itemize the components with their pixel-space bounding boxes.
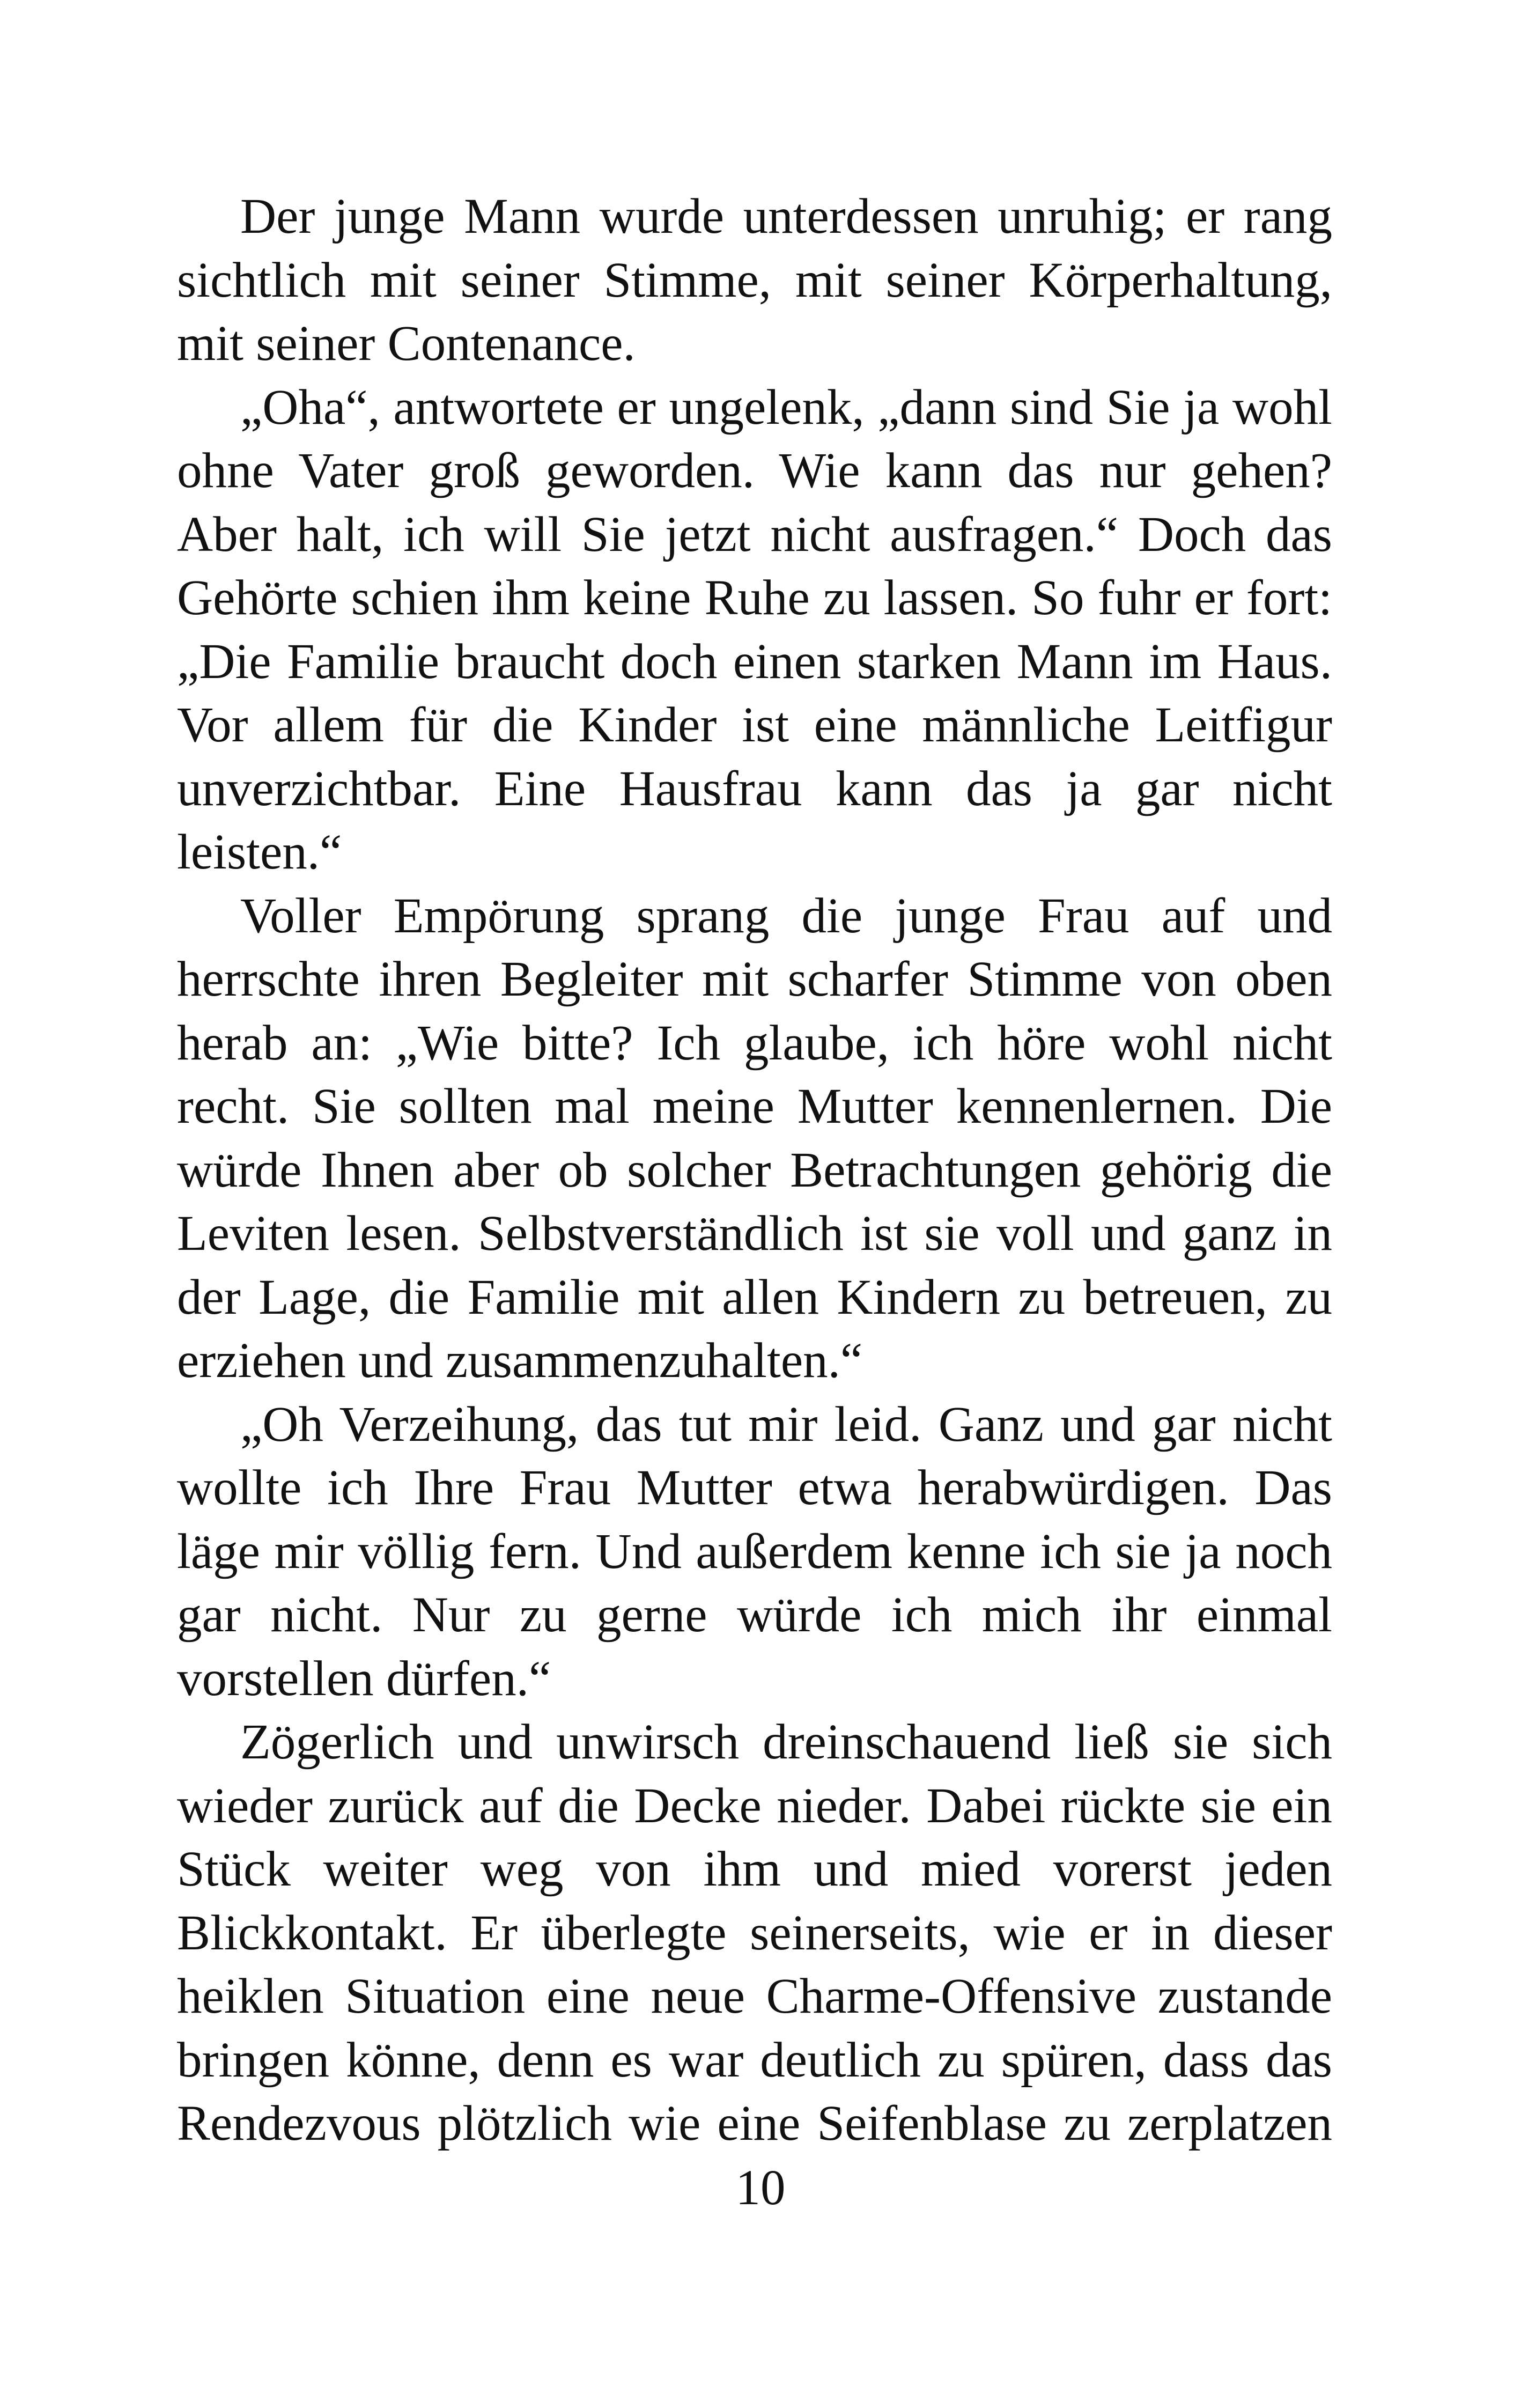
paragraph-5: Zögerlich und unwirsch dreinschauend ließ sie sich wieder zurück auf die Decke nieder. Dabei rückte sie ein Stück weiter weg von ihm und mied vorerst jeden Blickkontakt. Er überlegte seinerseits, wie er in dieser heiklen Situation eine neue Charme-Offensive zustande bringen könne, denn es war deutlich zu spüren, dass das Rendezvous plötzlich wie eine Seifenblase zu zerplatzen	[177, 1714, 1332, 2151]
paragraph-4: „Oh Verzeihung, das tut mir leid. Ganz und gar nicht wollte ich Ihre Frau Mutter etwa herabwürdigen. Das läge mir völlig fern. Und außerdem kenne ich sie ja noch gar nicht. Nur zu gerne würde ich mich ihr einmal vorstellen dürfen.“	[177, 1396, 1332, 1706]
paragraph-1: Der junge Mann wurde unterdessen unruhig; er rang sichtlich mit seiner Stimme, mit seiner Körperhaltung, mit seiner Contenance.	[177, 189, 1332, 371]
page-number: 10	[735, 2160, 786, 2215]
paragraph-3: Voller Empörung sprang die junge Frau auf und herrschte ihren Begleiter mit scharfer Stimme von oben herab an: „Wie bitte? Ich glaube, ich höre wohl nicht recht. Sie sollten mal meine Mutter kennenlernen. Die würde Ihnen aber ob solcher Betrachtungen gehörig die Leviten lesen. Selbstverständlich ist sie voll und ganz in der Lage, die Familie mit allen Kindern zu betreuen, zu erziehen und zusammenzuhalten.“	[177, 888, 1332, 1388]
body-text	[177, 185, 1332, 2156]
paragraph-2: „Oha“, antwortete er ungelenk, „dann sind Sie ja wohl ohne Vater groß geworden. Wie kann das nur gehen? Aber halt, ich will Sie jetzt nicht ausfragen.“ Doch das Gehörte schien ihm keine Ruhe zu lassen. So fuhr er fort: „Die Familie braucht doch einen starken Mann im Haus. Vor allem für die Kinder ist eine männliche Leitfigur unverzichtbar. Eine Hausfrau kann das ja gar nicht leisten.“	[177, 379, 1332, 880]
